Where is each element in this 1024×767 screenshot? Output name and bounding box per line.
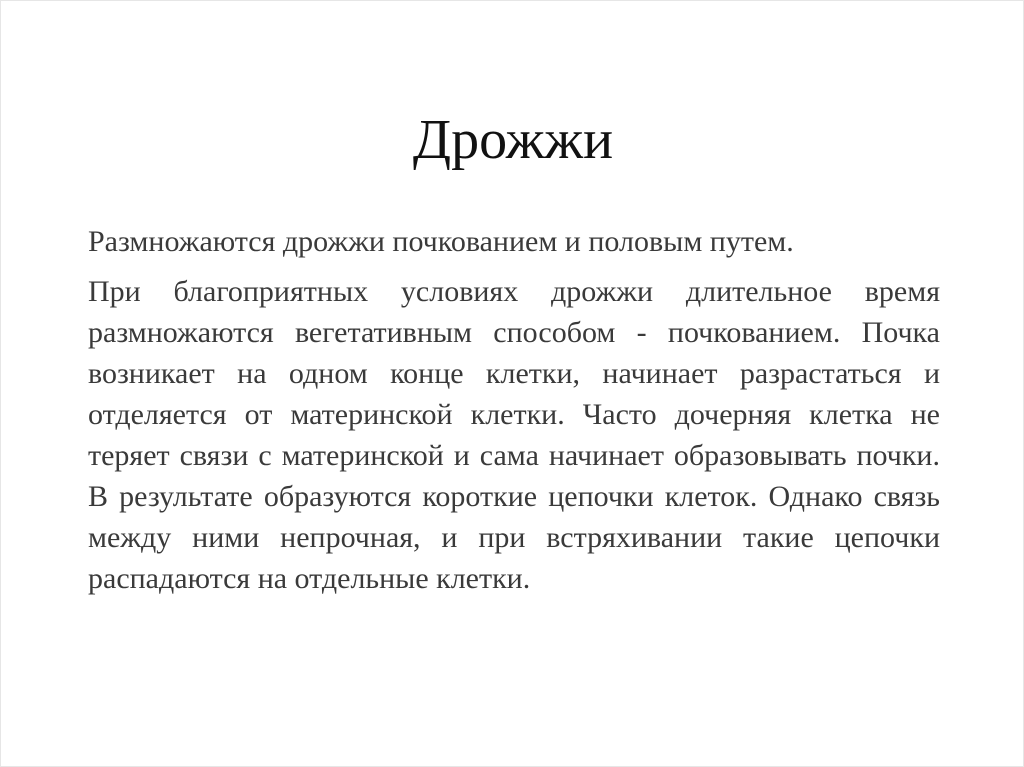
slide-title: Дрожжи — [412, 109, 614, 171]
lead-sentence: Размножаются дрожжи почкованием и половым путем. — [88, 225, 794, 258]
body-paragraph: При благоприятных условиях дрожжи длительное время размножаются вегетативным способом - почкованием. Почка возникает на одном конце клетки, начинает разрастаться и отделяется от материнской клетки. Часто дочерняя клетка не теряет связи с материнской и сама начинает образовывать почки. В результате образуются короткие цепочки клеток. Однако связь между ними непрочная, и при встряхивании такие цепочки распадаются на отдельные клетки. — [88, 275, 940, 595]
slide-body — [88, 223, 940, 599]
